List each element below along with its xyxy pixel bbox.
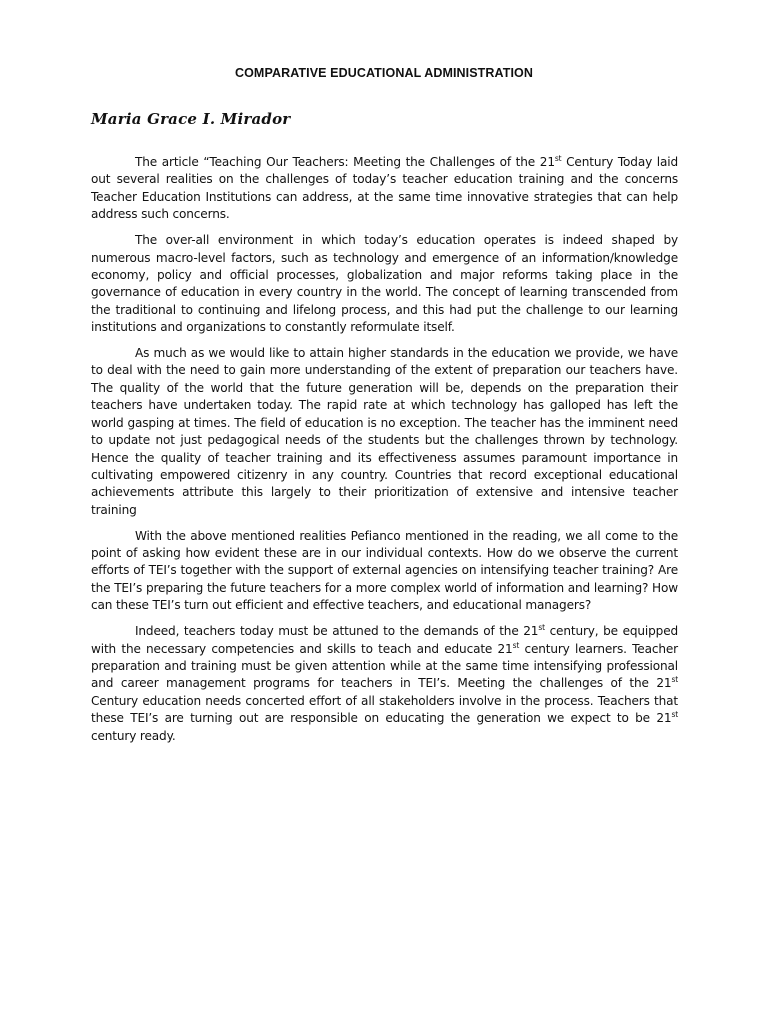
ordinal-suffix: st [512,640,520,650]
document-title: COMPARATIVE EDUCATIONAL ADMINISTRATION [234,66,533,80]
text-run: Century Today laid out several realities on the challenges of today’s teacher education training and the concerns Teacher Education Institutions can address, at the same time innovative strategies that can help address such concerns. [91,155,678,222]
document-body [91,154,678,754]
text-run: Century education needs concerted effort of all stakeholders involve in the process. Teachers that these TEI’s are turning out are responsible on educating the generation we expect to be 21 [91,693,678,726]
ordinal-suffix: st [538,623,545,633]
text-run: century ready. [91,728,176,743]
text-run: century, be equipped with the necessary competencies and skills to teach and educate 21 [91,624,679,656]
ordinal-suffix: st [671,710,678,720]
ordinal-suffix: st [671,675,678,685]
body-paragraph [91,345,678,519]
text-run: The article “Teaching Our Teachers: Meeting the Challenges of the 21 [135,155,555,169]
body-paragraph [91,154,678,224]
text-run: century learners. Teacher preparation and training must be given attention while at the same time intensifying professional and career management programs for teachers in TEI’s. Meeting the challenges of the 21 [91,641,678,691]
author-name: Maria Grace I. Mirador [91,110,291,128]
text-run: As much as we would like to attain higher standards in the education we provide, we have to deal with the need to gain more understanding of the extent of preparation our teachers have. The quality of the world that the future generation will be, depends on the preparation their teachers have undertaken today. The rapid rate at which technology has galloped has left the world gasping at times. The field of education is no exception. The teacher has the imminent need to update not just pedagogical needs of the students but the challenges thrown by technology. Hence the quality of teacher training and its effectiveness assumes paramount importance in cultivating empowered citizenry in any country. Countries that record exceptional educational achievements attribute this largely to their prioritization of extensive and intensive teacher training [91,346,678,517]
text-run: The over-all environment in which today’s education operates is indeed shaped by numerous macro-level factors, such as technology and emergence of an information/knowledge economy, policy and official processes, globalization and major reforms taking place in the governance of education in every country in the world. The concept of learning transcended from the traditional to continuing and lifelong process, and this had put the challenge to our learning institutions and organizations to constantly reformulate itself. [91,233,678,335]
body-paragraph [91,232,678,336]
body-paragraph [91,528,678,615]
text-run: Indeed, teachers today must be attuned to the demands of the 21 [135,624,539,639]
text-run: With the above mentioned realities Pefianco mentioned in the reading, we all come to the point of asking how evident these are in our individual contexts. How do we observe the current efforts of TEI’s together with the support of external agencies on intensifying teacher training? Are the TEI’s preparing the future teachers for a more complex world of information and learning? How can these TEI’s turn out efficient and effective teachers, and educational managers? [91,528,678,613]
body-paragraph [91,623,678,745]
ordinal-suffix: st [554,154,562,163]
